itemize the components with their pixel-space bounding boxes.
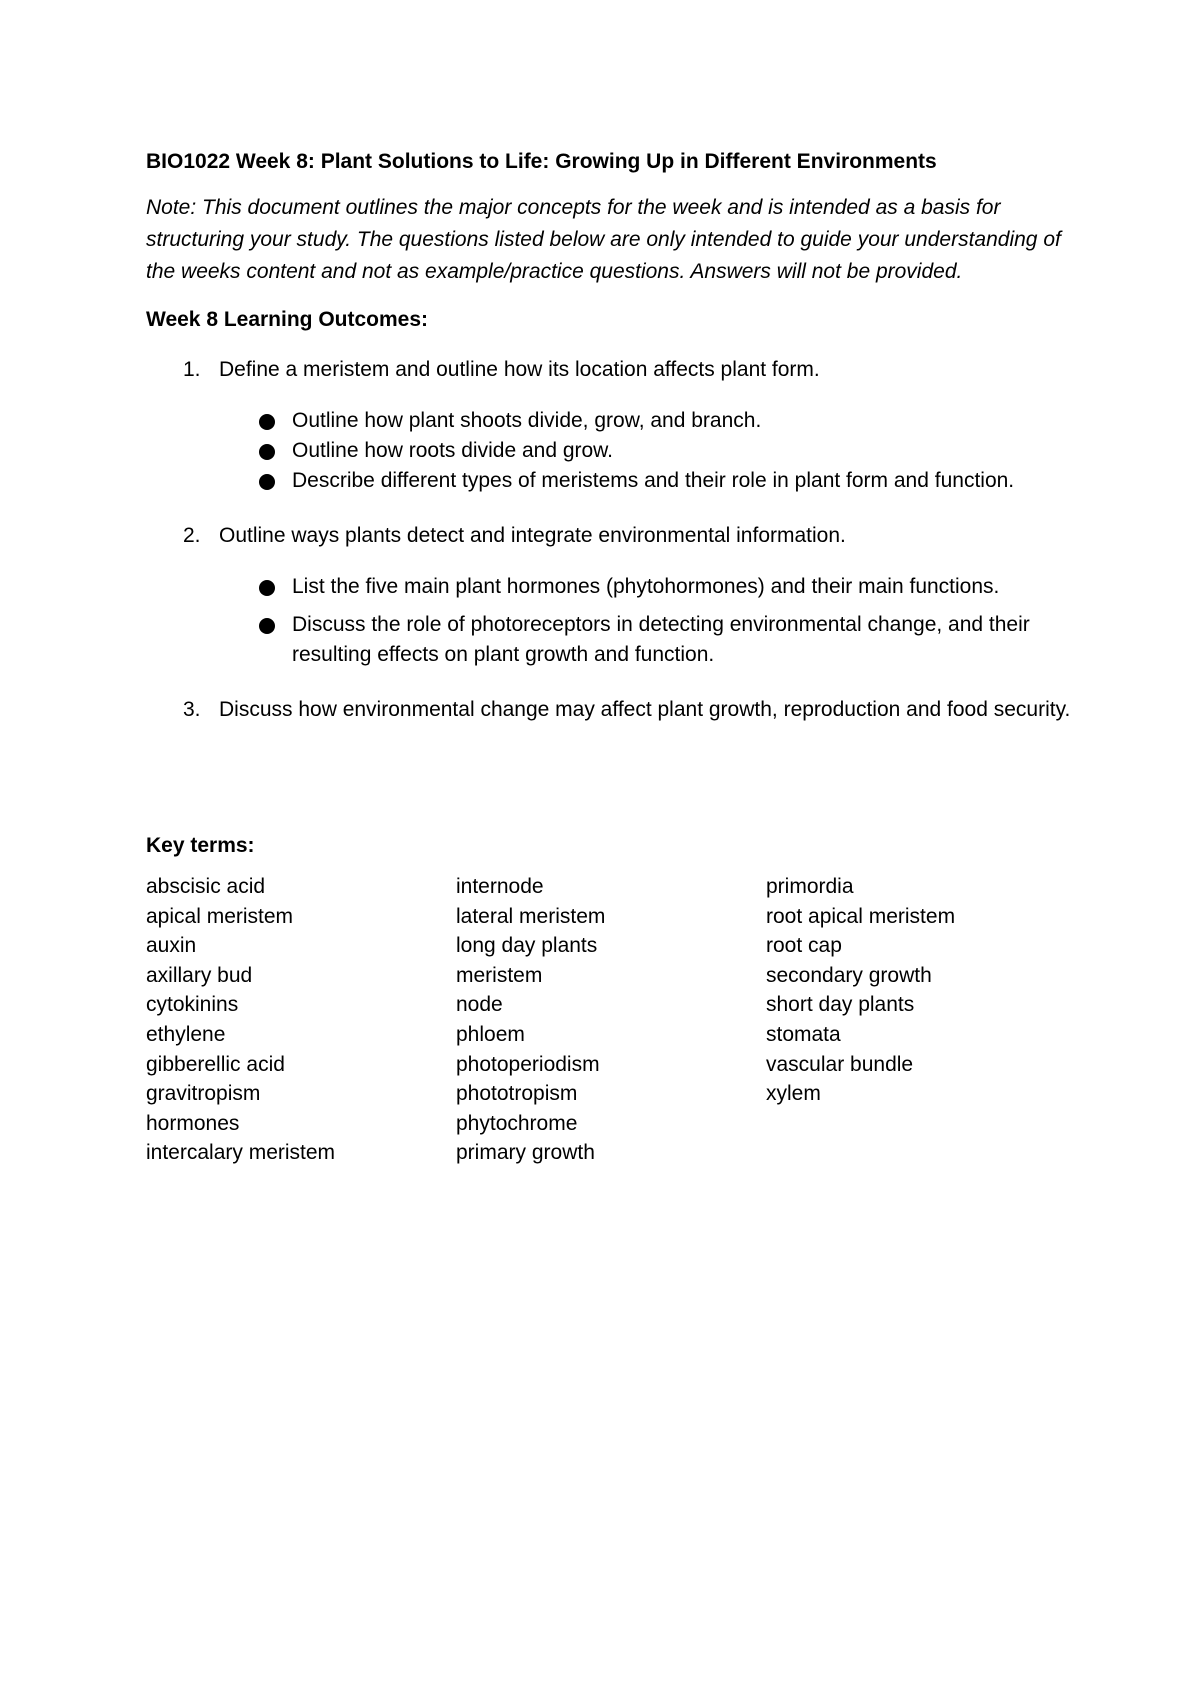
key-terms-heading: Key terms: — [146, 834, 255, 857]
bullet-icon — [259, 414, 275, 430]
outcome-1-bullet-list — [146, 406, 1076, 496]
key-term: hormones — [146, 1111, 240, 1135]
key-term: primordia — [766, 875, 854, 898]
key-term: axillary bud — [146, 963, 253, 987]
outcome-number: 1. — [183, 358, 201, 381]
key-terms-column-3 — [766, 872, 1076, 1168]
study-note: Note: This document outlines the major concepts for the week and is intended as a basis for structuring your study. The questions listed below are only intended to guide your understanding of the weeks content and not as example/practice questions. Answers will not be provided. — [146, 196, 1061, 283]
key-term: abscisic acid — [146, 875, 266, 898]
key-terms-column-2 — [456, 872, 766, 1168]
key-term: node — [456, 993, 503, 1017]
key-term: intercalary meristem — [146, 1141, 336, 1165]
learning-outcome-1 — [146, 354, 1076, 386]
bullet-icon — [259, 444, 275, 460]
outcome-text: Discuss how environmental change may affect plant growth, reproduction and food security. — [219, 698, 1071, 721]
key-term: vascular bundle — [766, 1052, 914, 1076]
list-item — [146, 406, 1076, 436]
key-term: cytokinins — [146, 993, 239, 1017]
key-term: apical meristem — [146, 904, 294, 928]
key-term: root cap — [766, 934, 842, 958]
bullet-icon — [259, 580, 275, 596]
outcome-text: Define a meristem and outline how its location affects plant form. — [219, 358, 820, 381]
outcome-number: 3. — [183, 698, 201, 721]
bullet-text: Describe different types of meristems and their role in plant form and function. — [292, 469, 1015, 492]
learning-outcome-3 — [146, 694, 1076, 726]
key-term: photoperiodism — [456, 1052, 600, 1076]
key-term: phloem — [456, 1022, 525, 1046]
learning-outcome-2 — [146, 520, 1076, 552]
key-term: phytochrome — [456, 1111, 578, 1135]
key-term: xylem — [766, 1082, 821, 1106]
key-term: short day plants — [766, 993, 915, 1017]
key-term: long day plants — [456, 934, 598, 958]
key-term: root apical meristem — [766, 904, 956, 928]
key-term: secondary growth — [766, 963, 932, 987]
bullet-icon — [259, 618, 275, 634]
list-item — [146, 466, 1076, 496]
outcome-text: Outline ways plants detect and integrate environmental information. — [219, 524, 846, 547]
key-terms-column-1 — [146, 872, 456, 1168]
document-body — [146, 146, 1076, 1168]
list-item — [146, 572, 1076, 602]
learning-outcomes-heading: Week 8 Learning Outcomes: — [146, 308, 429, 331]
list-item — [146, 436, 1076, 466]
key-term: phototropism — [456, 1082, 578, 1106]
key-term: auxin — [146, 934, 197, 958]
document-title: BIO1022 Week 8: Plant Solutions to Life: Growing Up in Different Environments — [146, 150, 937, 173]
key-term: lateral meristem — [456, 904, 606, 928]
key-terms-table — [146, 872, 1076, 1168]
bullet-text: Outline how roots divide and grow. — [292, 439, 614, 462]
key-term: ethylene — [146, 1022, 226, 1046]
key-term: primary growth — [456, 1141, 595, 1165]
outcome-2-bullet-list — [146, 572, 1076, 670]
bullet-icon — [259, 474, 275, 490]
bullet-text: Outline how plant shoots divide, grow, and branch. — [292, 409, 762, 432]
bullet-text: List the five main plant hormones (phytohormones) and their main functions. — [292, 575, 1000, 598]
list-item — [146, 610, 1076, 670]
bullet-text: Discuss the role of photoreceptors in detecting environmental change, and their resulting effects on plant growth and function. — [292, 613, 1030, 666]
key-term: gibberellic acid — [146, 1052, 285, 1076]
key-term: gravitropism — [146, 1082, 261, 1106]
key-term: internode — [456, 875, 544, 898]
outcome-number: 2. — [183, 524, 201, 547]
key-term: stomata — [766, 1022, 841, 1046]
key-term: meristem — [456, 963, 543, 987]
